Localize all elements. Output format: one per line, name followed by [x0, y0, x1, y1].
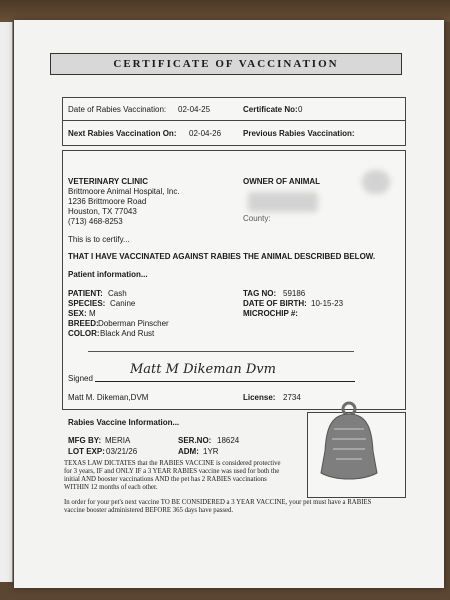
certificate-no-label: Certificate No:: [243, 105, 298, 114]
vet-signature: Matt M Dikeman Dvm: [130, 362, 276, 377]
sex-value: M: [89, 309, 96, 318]
patient-value: Cash: [108, 289, 127, 298]
license-value: 2734: [283, 393, 301, 402]
color-label: COLOR:: [68, 329, 100, 338]
dob-label: DATE OF BIRTH:: [243, 299, 307, 308]
certificate-title: CERTIFICATE OF VACCINATION: [50, 53, 402, 75]
clinic-city: Houston, TX 77043: [68, 207, 137, 216]
certify-text: This is to certify...: [68, 235, 130, 244]
vet-name: Matt M. Dikeman,DVM: [68, 393, 149, 402]
redacted-mark: [362, 170, 390, 194]
legal-line-1: TEXAS LAW DICTATES that the RABIES VACCINE is considered protective: [64, 460, 281, 467]
clinic-name: Brittmoore Animal Hospital, Inc.: [68, 187, 180, 196]
legal-line-4: WITHIN 12 months of each other.: [64, 484, 158, 491]
mfg-value: MERIA: [105, 436, 131, 445]
tag-value: 59186: [283, 289, 306, 298]
lot-value: 03/21/26: [106, 447, 138, 456]
rabies-tag-image: [316, 401, 382, 483]
signature-upper-line: [88, 351, 354, 352]
dob-value: 10-15-23: [311, 299, 344, 308]
legal-line-2: for 3 years, IF and ONLY IF a 3 YEAR RABIES vaccine was used for both the: [64, 468, 280, 475]
species-label: SPECIES:: [68, 299, 106, 308]
vaccine-heading: Rabies Vaccine Information...: [68, 418, 180, 427]
microchip-label: MICROCHIP #:: [243, 309, 298, 318]
adjacent-page-edge: [0, 22, 13, 582]
sex-label: SEX:: [68, 309, 87, 318]
clinic-phone: (713) 468-8253: [68, 217, 123, 226]
certificate-no-value: 0: [298, 105, 303, 114]
license-label: License:: [243, 393, 276, 402]
signature-line: [95, 381, 355, 382]
breed-label: BREED:: [68, 319, 99, 328]
vaccination-statement: THAT I HAVE VACCINATED AGAINST RABIES THE ANIMAL DESCRIBED BELOW.: [68, 252, 376, 261]
county-label: County:: [243, 214, 271, 223]
next-vaccination-label: Next Rabies Vaccination On:: [68, 129, 177, 138]
lot-label: LOT EXP:: [68, 447, 105, 456]
vaccination-date-label: Date of Rabies Vaccination:: [68, 105, 167, 114]
adm-label: ADM:: [178, 447, 199, 456]
color-value: Black And Rust: [100, 329, 155, 338]
clinic-street: 1236 Brittmoore Road: [68, 197, 147, 206]
legal-line-6: vaccine booster administered BEFORE 365 days have passed.: [64, 507, 234, 514]
next-vaccination-value: 02-04-26: [189, 129, 222, 138]
patient-label: PATIENT:: [68, 289, 103, 298]
patient-heading: Patient information...: [68, 270, 148, 279]
species-value: Canine: [110, 299, 136, 308]
wood-surface-top: [0, 0, 450, 22]
adm-value: 1YR: [203, 447, 219, 456]
mfg-label: MFG BY:: [68, 436, 102, 445]
tag-label: TAG NO:: [243, 289, 277, 298]
owner-heading: OWNER OF ANIMAL: [243, 177, 321, 186]
vaccination-date-value: 02-04-25: [178, 105, 211, 114]
legal-line-3: initial AND booster vaccinations AND the pet has 2 RABIES vaccinations: [64, 476, 267, 483]
ser-value: 18624: [217, 436, 240, 445]
signed-label: Signed: [68, 374, 93, 383]
legal-line-5: In order for your pet's next vaccine TO BE CONSIDERED a 3 YEAR VACCINE, your pet must have a RABIES: [64, 499, 372, 506]
clinic-heading: VETERINARY CLINIC: [68, 177, 149, 186]
breed-value: Doberman Pinscher: [98, 319, 169, 328]
previous-vaccination-label: Previous Rabies Vaccination:: [243, 129, 355, 138]
redacted-owner-info: [248, 192, 318, 212]
ser-label: SER.NO:: [178, 436, 212, 445]
